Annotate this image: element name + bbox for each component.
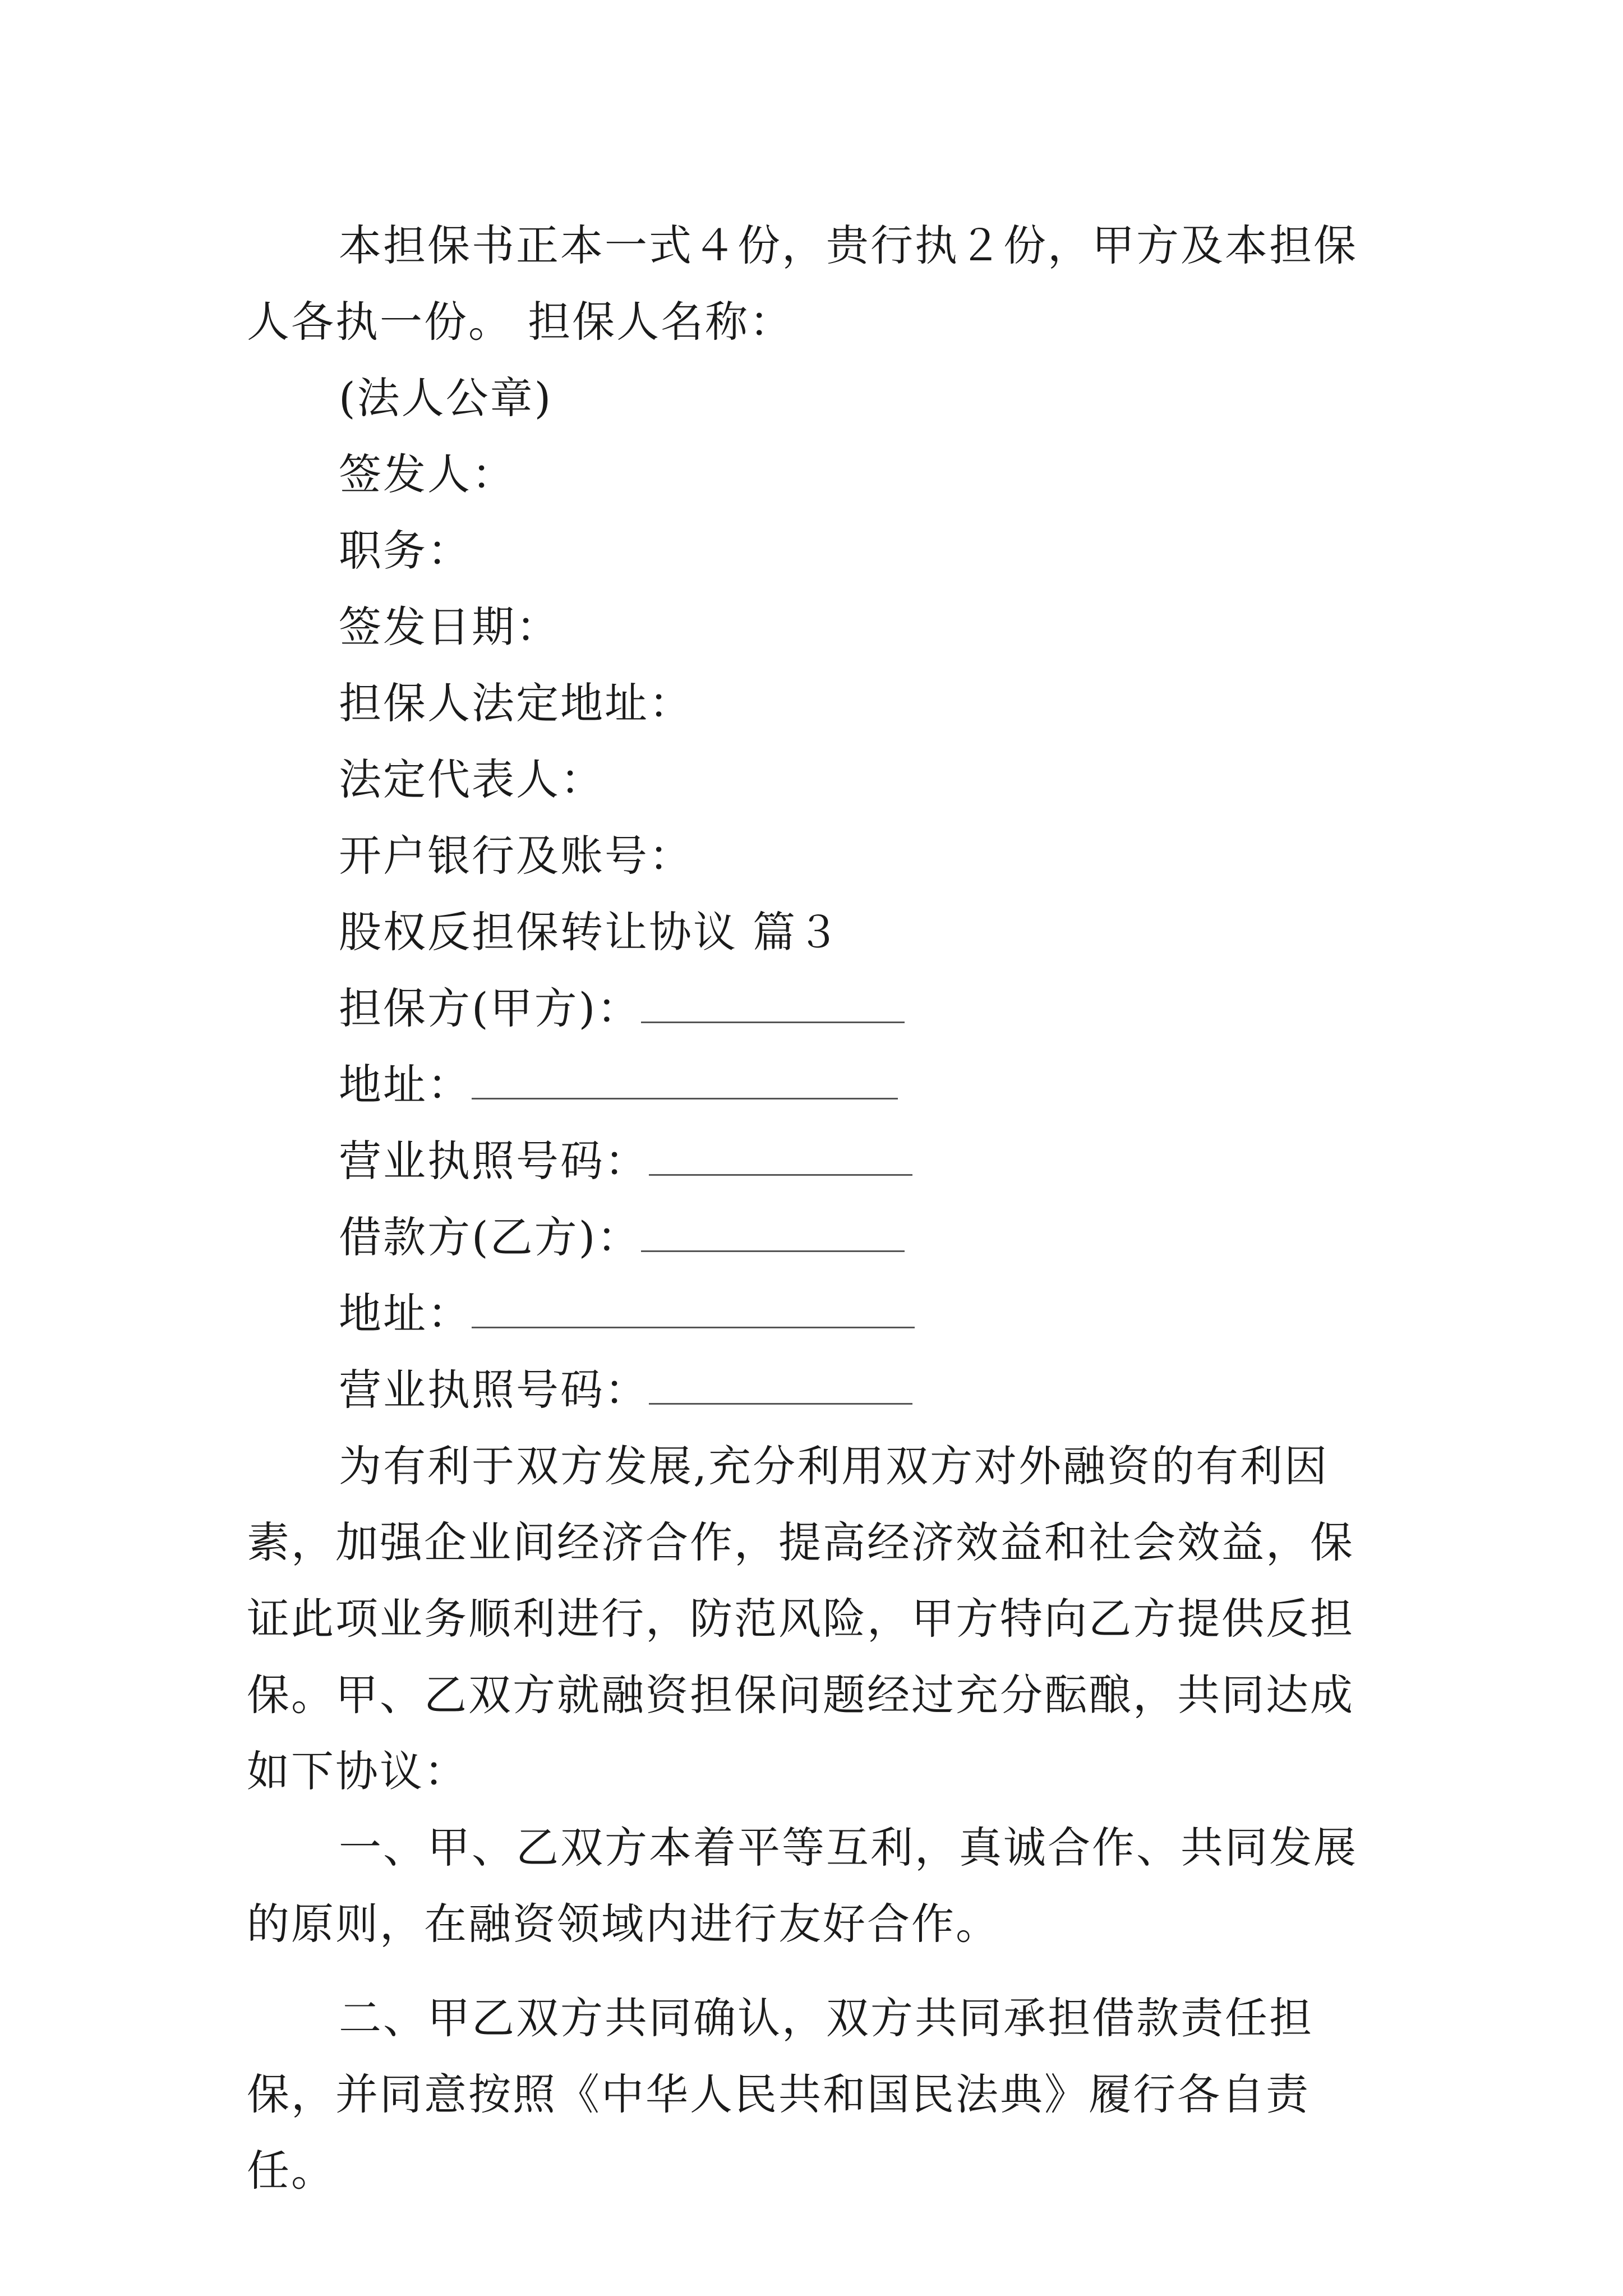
guarantor-blank <box>641 988 905 1023</box>
license-field-2 <box>247 1352 1391 1428</box>
address-blank-1 <box>472 1064 898 1099</box>
address-label-2: 地址： <box>339 1289 472 1338</box>
license-field-1 <box>247 1123 1391 1199</box>
bank-account-line: 开户银行及账号： <box>339 831 693 881</box>
legal-rep-line: 法定代表人： <box>339 754 605 804</box>
license-label-1: 营业执照号码： <box>339 1136 649 1186</box>
issue-date-line: 签发日期： <box>339 602 560 652</box>
borrower-field <box>247 1199 1391 1276</box>
seal-line: (法人公章) <box>339 373 553 423</box>
license-blank-2 <box>649 1369 912 1405</box>
address-label-1: 地址： <box>339 1060 472 1110</box>
guarantor-label: 担保方(甲方)： <box>339 983 642 1033</box>
paragraph-copies: 本担保书正本一式４份，贵行执２份，甲方及本担保人各执一份。 担保人名称： <box>247 220 1358 347</box>
license-blank-1 <box>649 1140 912 1176</box>
clause-1: 一、甲、乙双方本着平等互利，真诚合作、共同发展的原则，在融资领域内进行友好合作。 <box>247 1823 1358 1949</box>
section-title: 股权反担保转让协议 篇３ <box>339 907 842 957</box>
borrower-blank <box>641 1217 905 1252</box>
paragraph-intro: 为有利于双方发展,充分利用双方对外融资的有利因素，加强企业间经济合作，提高经济效益和社会效益，保证此项业务顺利进行，防范风险，甲方特向乙方提供反担保。甲、乙双方就融资担保问题经过充分酝酿，共同达成如下协议： <box>247 1441 1354 1796</box>
address-field-2 <box>247 1276 1391 1352</box>
clause-2: 二、甲乙双方共同确认，双方共同承担借款责任担保，并同意按照《中华人民共和国民法典》履行各自责任。 <box>247 1993 1313 2196</box>
borrower-label: 借款方(乙方)： <box>339 1212 642 1262</box>
issuer-line: 签发人： <box>339 449 516 499</box>
position-line: 职务： <box>339 526 472 576</box>
document-body <box>247 208 1391 2209</box>
guarantor-field <box>247 970 1391 1047</box>
address-blank-2 <box>472 1293 915 1328</box>
license-label-2: 营业执照号码： <box>339 1365 649 1415</box>
legal-address-line: 担保人法定地址： <box>339 678 693 728</box>
address-field-1 <box>247 1047 1391 1123</box>
